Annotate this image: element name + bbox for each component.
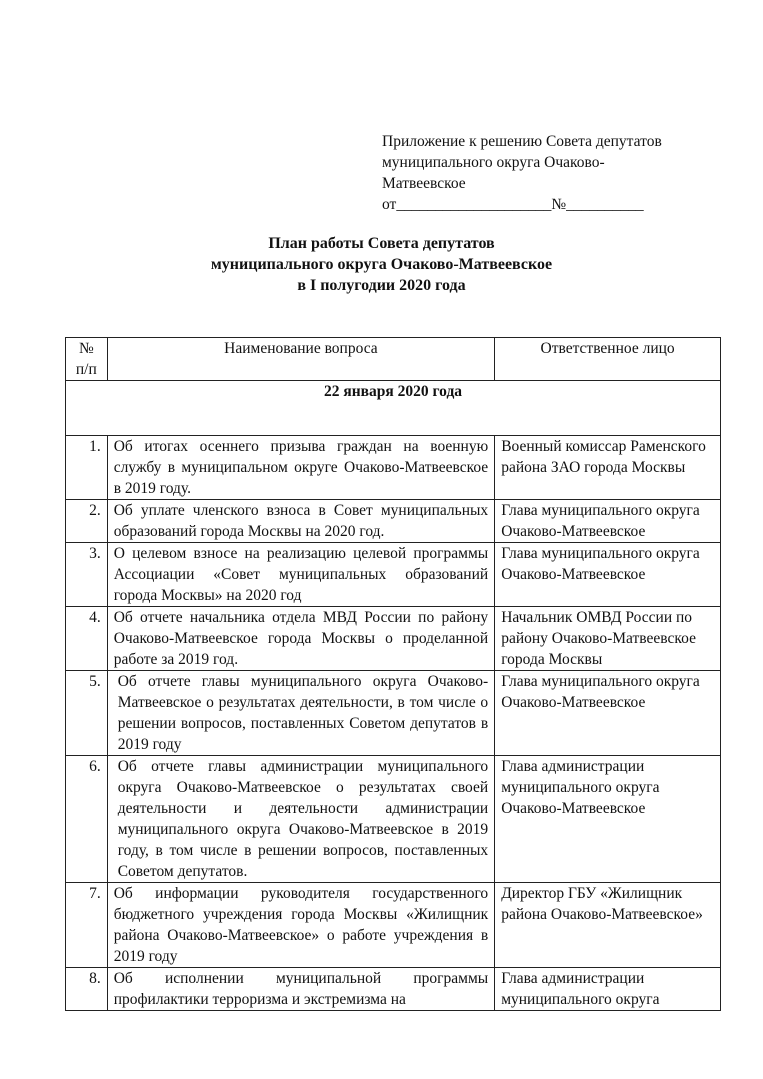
table-row: [66, 543, 721, 607]
row-issue: Об отчете начальника отдела МВД России по району Очаково-Матвеевское города Москвы о проделанной работе за 2019 год.: [107, 607, 495, 671]
row-issue: Об отчете главы муниципального округа Очаково-Матвеевское о результатах деятельности, в том числе о решении вопросов, поставленных Советом депутатов в 2019 году: [107, 671, 495, 756]
row-responsible: Глава администрации муниципального округа: [495, 968, 721, 1011]
table-row: [66, 500, 721, 543]
row-responsible: Глава администрации муниципального округа Очаково-Матвеевское: [495, 756, 721, 883]
row-responsible: Военный комиссар Раменского района ЗАО города Москвы: [495, 436, 721, 500]
header-num-line-2: п/п: [75, 361, 97, 378]
row-num: 3.: [66, 543, 108, 607]
row-issue: Об информации руководителя государственного бюджетного учреждения города Москвы «Жилищник района Очаково-Матвеевское» о работе учреждения в 2019 году: [107, 883, 495, 968]
row-num: 8.: [66, 968, 108, 1011]
appendix-block: [382, 131, 722, 215]
row-issue: Об итогах осеннего призыва граждан на военную службу в муниципальном округе Очаково-Матвеевское в 2019 году.: [107, 436, 495, 500]
appendix-line-2: муниципального округа Очаково-: [382, 154, 605, 171]
row-num: 5.: [66, 671, 108, 756]
row-responsible: Глава муниципального округа Очаково-Матвеевское: [495, 543, 721, 607]
row-issue: О целевом взносе на реализацию целевой программы Ассоциации «Совет муниципальных образований города Москвы» на 2020 год: [107, 543, 495, 607]
appendix-line-1: Приложение к решению Совета депутатов: [382, 133, 662, 150]
row-issue: Об уплате членского взноса в Совет муниципальных образований города Москвы на 2020 год.: [107, 500, 495, 543]
table-row: [66, 968, 721, 1011]
title-line-2: муниципального округа Очаково-Матвеевское: [210, 256, 553, 273]
row-num: 2.: [66, 500, 108, 543]
header-issue: Наименование вопроса: [107, 338, 495, 381]
document-title: [0, 233, 763, 296]
row-issue: Об исполнении муниципальной программы профилактики терроризма и экстремизма на: [107, 968, 495, 1011]
table-row: [66, 436, 721, 500]
header-num: [66, 338, 108, 381]
row-num: 7.: [66, 883, 108, 968]
section-row: [66, 381, 721, 436]
row-num: 1.: [66, 436, 108, 500]
row-num: 6.: [66, 756, 108, 883]
header-num-line-1: №: [78, 340, 94, 357]
plan-table: [65, 337, 721, 1011]
table-header-row: [66, 338, 721, 381]
header-responsible: Ответственное лицо: [495, 338, 721, 381]
appendix-line-4: от____________________№__________: [382, 196, 644, 213]
title-line-1: План работы Совета депутатов: [268, 235, 495, 252]
appendix-line-3: Матвеевское: [382, 175, 466, 192]
table-row: [66, 607, 721, 671]
section-date: 22 января 2020 года: [66, 381, 721, 436]
row-issue: Об отчете главы администрации муниципального округа Очаково-Матвеевское о результатах своей деятельности и деятельности администрации муниципального округа Очаково-Матвеевское в 2019 году, в том числе в решении вопросов, поставленных Советом депутатов.: [107, 756, 495, 883]
row-responsible: Глава муниципального округа Очаково-Матвеевское: [495, 500, 721, 543]
title-line-3: в I полугодии 2020 года: [297, 277, 466, 294]
row-num: 4.: [66, 607, 108, 671]
row-responsible: Директор ГБУ «Жилищник района Очаково-Матвеевское»: [495, 883, 721, 968]
row-responsible: Глава муниципального округа Очаково-Матвеевское: [495, 671, 721, 756]
table-row: [66, 671, 721, 756]
table-row: [66, 883, 721, 968]
row-responsible: Начальник ОМВД России по району Очаково-Матвеевское города Москвы: [495, 607, 721, 671]
table-row: [66, 756, 721, 883]
